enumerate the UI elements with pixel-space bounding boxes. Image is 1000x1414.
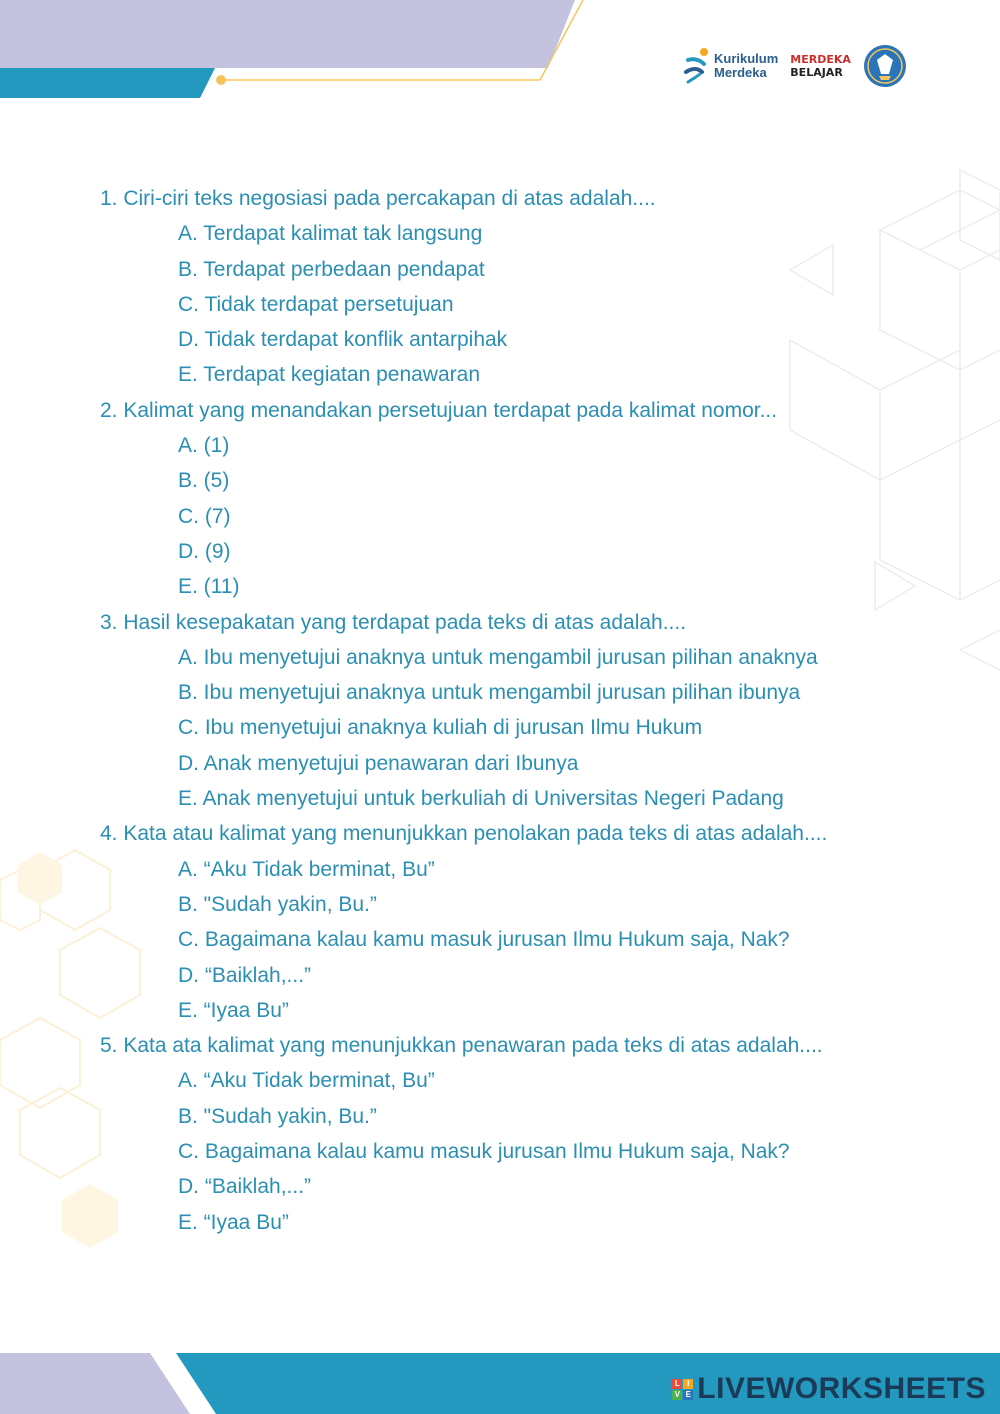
kurikulum-merdeka-logo-icon [684,46,710,86]
tut-wuri-handayani-emblem-icon [863,44,907,88]
brand-letter-i: I [683,1379,693,1389]
kurikulum-logo-line2: Merdeka [714,65,767,80]
answer-option: B. "Sudah yakin, Bu.” [178,892,377,916]
kurikulum-logo-line1: Kurikulum [714,51,779,66]
answer-option: C. Ibu menyetujui anaknya kuliah di jurusan Ilmu Hukum [178,716,703,740]
answer-option: A. “Aku Tidak berminat, Bu” [178,857,435,881]
header-gold-dot [216,75,226,85]
header-lavender-band [0,0,575,68]
answer-option: A. “Aku Tidak berminat, Bu” [178,1069,435,1093]
question-text: 5. Kata ata kalimat yang menunjukkan penawaran pada teks di atas adalah.... [100,1034,823,1058]
answer-option: D. “Baiklah,...” [178,1175,312,1199]
answer-option: B. Terdapat perbedaan pendapat [178,257,485,281]
liveworksheets-logo-icon [672,1379,693,1400]
answer-options [100,216,960,392]
liveworksheets-wordmark: LIVEWORKSHEETS [697,1372,986,1405]
answer-option: D. (9) [178,539,231,563]
brand-letter-l: L [672,1379,682,1389]
header-logos [684,44,907,88]
answer-option: C. Bagaimana kalau kamu masuk jurusan Ilmu Hukum saja, Nak? [178,1140,790,1164]
answer-option: C. Bagaimana kalau kamu masuk jurusan Ilmu Hukum saja, Nak? [178,928,790,952]
question-text: 2. Kalimat yang menandakan persetujuan terdapat pada kalimat nomor... [100,398,778,422]
footer-lavender-band [0,1353,190,1414]
answer-option: E. “Iyaa Bu” [178,1210,289,1234]
answer-option: E. (11) [178,575,240,599]
answer-option: D. “Baiklah,...” [178,963,312,987]
answer-option: B. "Sudah yakin, Bu.” [178,1104,377,1128]
answer-option: C. Tidak terdapat persetujuan [178,292,454,316]
answer-option: B. (5) [178,469,230,493]
answer-options [100,1063,960,1239]
header-teal-band [0,68,215,98]
answer-option: D. Tidak terdapat konflik antarpihak [178,328,508,352]
question-text: 3. Hasil kesepakatan yang terdapat pada teks di atas adalah.... [100,610,687,634]
question-text: 1. Ciri-ciri teks negosiasi pada percakapan di atas adalah.... [100,187,656,210]
question-text: 4. Kata atau kalimat yang menunjukkan penolakan pada teks di atas adalah.... [100,822,828,846]
liveworksheets-brand [672,1372,986,1406]
answer-options [100,640,960,816]
brand-letter-v: V [672,1390,682,1400]
merdeka-logo-line2: BELAJAR [790,66,843,79]
answer-option: E. Terdapat kegiatan penawaran [178,363,480,387]
merdeka-logo-line1: MERDEKA [790,53,851,66]
answer-option: C. (7) [178,504,231,528]
answer-option: A. Terdapat kalimat tak langsung [178,222,483,246]
answer-option: A. (1) [178,434,230,458]
answer-options [100,428,960,604]
answer-option: E. “Iyaa Bu” [178,998,289,1022]
answer-option: A. Ibu menyetujui anaknya untuk mengambil jurusan pilihan anaknya [178,645,818,669]
answer-option: B. Ibu menyetujui anaknya untuk mengambil jurusan pilihan ibunya [178,681,801,705]
answer-options [100,852,960,1028]
brand-letter-e: E [683,1390,693,1400]
answer-option: D. Anak menyetujui penawaran dari Ibunya [178,751,579,775]
merdeka-belajar-logo [790,53,851,79]
answer-option: E. Anak menyetujui untuk berkuliah di Universitas Negeri Padang [178,787,784,811]
quiz-content [100,181,960,1240]
kurikulum-merdeka-logo-text [714,52,778,80]
